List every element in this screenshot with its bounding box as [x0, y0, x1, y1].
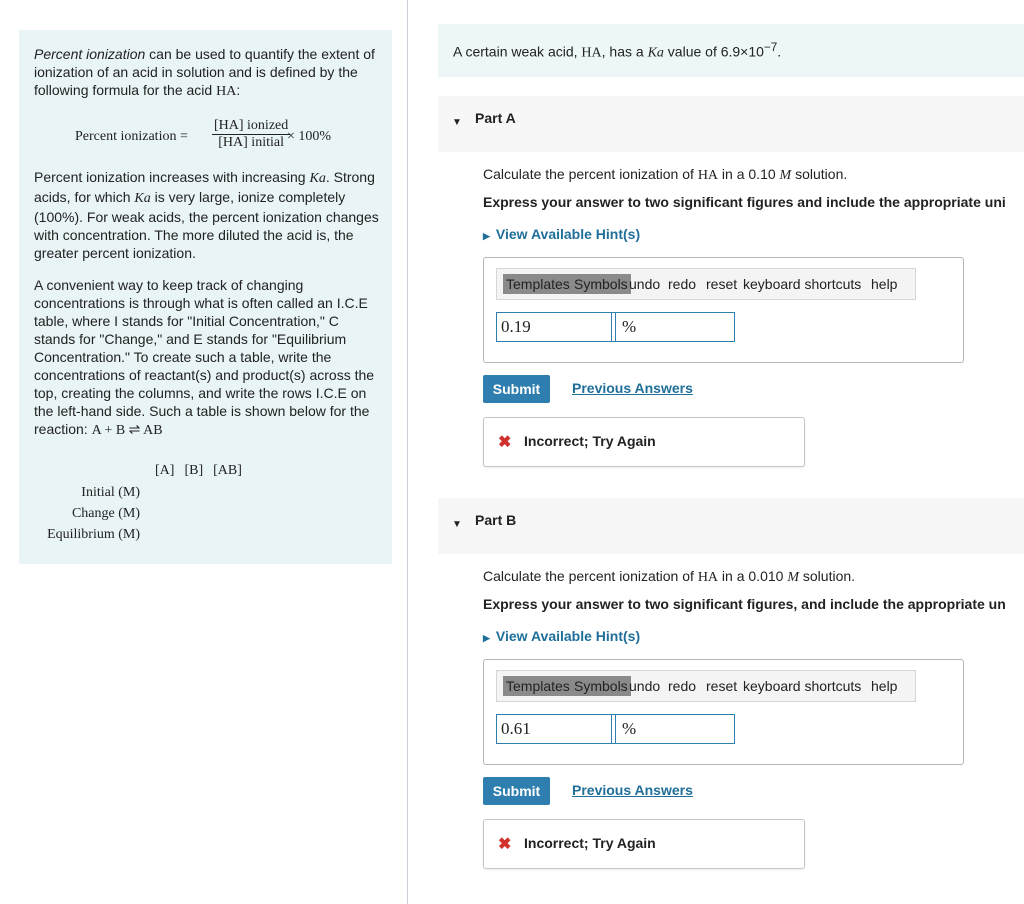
- part-a-unit-input[interactable]: %: [615, 312, 735, 342]
- p3-text: A convenient way to keep track of changing concentrations is through what is often called an I.C.E table, where I stands for "Initial Concentration," C stands for "Change," and E stands for "Equilibrium Concentration." To create such a table, write the concentrations of reactant(s) and product(s) across the top, creating the columns, and write the rows I.C.E on the left-hand side. Such a table is shown below for the reaction:: [34, 277, 375, 437]
- collapse-triangle-icon[interactable]: ▼: [452, 117, 462, 128]
- intro-a: A certain weak acid,: [453, 43, 582, 60]
- q-c: solution.: [799, 568, 856, 584]
- ka-symbol: Ka: [647, 45, 664, 61]
- undo-button[interactable]: undo: [629, 276, 661, 292]
- part-a-question: [483, 166, 847, 184]
- part-a-submit-button[interactable]: Submit: [483, 375, 550, 403]
- keyboard-shortcuts-button[interactable]: keyboard shortcuts: [743, 678, 862, 694]
- part-b-label: Part B: [475, 512, 517, 528]
- ka-symbol: Ka: [134, 191, 151, 206]
- q-a: Calculate the percent ionization of: [483, 568, 698, 584]
- templates-button[interactable]: Templates: [503, 676, 573, 696]
- math-toolbar: [496, 268, 916, 300]
- column-divider: [407, 0, 408, 904]
- part-b-header[interactable]: [438, 498, 1024, 554]
- ka-symbol: Ka: [309, 171, 326, 186]
- hint-label: View Available Hint(s): [495, 628, 641, 644]
- ice-header-ab: [AB]: [213, 463, 242, 478]
- part-b-instruction: Express your answer to two significant figures, and include the appropriate un: [483, 596, 1006, 612]
- math-toolbar: [496, 670, 916, 702]
- p2-c: is very large, ionize completely (100%). For weak acids, the percent ionization changes with concentration. The more diluted the acid is, the greater percent ionization.: [34, 189, 379, 261]
- formula-numerator: [HA] ionized: [214, 118, 289, 133]
- expand-triangle-icon: ▶: [483, 231, 490, 241]
- q-m: M: [779, 168, 792, 183]
- incorrect-x-icon: ✖: [498, 836, 512, 853]
- q-ha: HA: [697, 168, 719, 183]
- collapse-triangle-icon[interactable]: ▼: [452, 519, 462, 530]
- feedback-message: Incorrect; Try Again: [524, 433, 656, 449]
- intro-d: .: [777, 43, 782, 60]
- part-b-value-input[interactable]: 0.61: [496, 714, 612, 744]
- ice-row-initial: Initial (M): [81, 485, 140, 500]
- q-ha: HA: [697, 570, 719, 585]
- part-b-submit-button[interactable]: Submit: [483, 777, 550, 805]
- formula-denominator: [HA] initial: [218, 135, 284, 150]
- part-b-feedback: [483, 819, 805, 869]
- q-b: in a 0.010: [718, 568, 788, 584]
- p1-var: HA: [216, 84, 237, 99]
- q-c: solution.: [791, 166, 848, 182]
- formula-lhs: Percent ionization =: [75, 129, 188, 144]
- part-a-header[interactable]: [438, 96, 1024, 152]
- ice-header-a: [A]: [155, 463, 175, 478]
- ice-table-header: [155, 462, 252, 480]
- intro-c: value of 6.9×10: [663, 43, 764, 60]
- part-a-answer-box: [483, 257, 964, 363]
- part-a-instruction: Express your answer to two significant figures and include the appropriate uni: [483, 194, 1006, 210]
- ice-row-equilibrium: Equilibrium (M): [47, 527, 140, 542]
- ka-paragraph: [34, 168, 379, 262]
- undo-button[interactable]: undo: [629, 678, 661, 694]
- keyboard-shortcuts-button[interactable]: keyboard shortcuts: [743, 276, 862, 292]
- part-b-unit-input[interactable]: %: [615, 714, 735, 744]
- redo-button[interactable]: redo: [668, 276, 697, 292]
- help-button[interactable]: help: [871, 276, 898, 292]
- part-b-question: [483, 568, 855, 586]
- redo-button[interactable]: redo: [668, 678, 697, 694]
- feedback-message: Incorrect; Try Again: [524, 835, 656, 851]
- q-m: M: [787, 570, 799, 585]
- symbols-button[interactable]: Symbols: [571, 274, 631, 294]
- part-a-feedback: [483, 417, 805, 467]
- expand-triangle-icon: ▶: [483, 633, 490, 643]
- part-b-hint-link[interactable]: [483, 628, 640, 644]
- formula-fraction: [212, 118, 290, 151]
- reset-button[interactable]: reset: [706, 276, 738, 292]
- part-b-previous-answers-link[interactable]: Previous Answers: [572, 782, 693, 798]
- percent-ionization-formula: [75, 118, 375, 158]
- info-panel: [19, 30, 392, 564]
- intro-ha: HA: [581, 45, 602, 61]
- symbols-button[interactable]: Symbols: [571, 676, 631, 696]
- p2-b: . Strong acids, for which: [34, 169, 375, 205]
- intro-exponent: −7: [763, 41, 778, 54]
- ice-paragraph: [34, 276, 379, 440]
- q-b: in a 0.10: [718, 166, 780, 182]
- intro-paragraph: [34, 45, 377, 101]
- problem-statement: [438, 24, 1024, 77]
- reset-button[interactable]: reset: [706, 678, 738, 694]
- ice-row-change: Change (M): [71, 506, 140, 521]
- hint-label: View Available Hint(s): [495, 226, 641, 242]
- term-percent-ionization: Percent ionization: [34, 46, 146, 62]
- part-a-value-input[interactable]: 0.19: [496, 312, 612, 342]
- q-a: Calculate the percent ionization of: [483, 166, 698, 182]
- ice-header-b: [B]: [184, 463, 204, 478]
- reaction-equation: A + B ⇌ AB: [91, 423, 163, 438]
- part-a-label: Part A: [475, 110, 516, 126]
- p2-a: Percent ionization increases with increasing: [34, 169, 310, 185]
- p1-text: can be used to quantify the extent of ionization of an acid in solution and is defined by the following formula for the acid: [34, 46, 375, 98]
- p1-end: :: [236, 82, 241, 98]
- templates-button[interactable]: Templates: [503, 274, 573, 294]
- part-b-answer-box: [483, 659, 964, 765]
- intro-b: , has a: [601, 43, 648, 60]
- incorrect-x-icon: ✖: [498, 434, 512, 451]
- part-a-hint-link[interactable]: [483, 226, 640, 242]
- part-a-previous-answers-link[interactable]: Previous Answers: [572, 380, 693, 396]
- help-button[interactable]: help: [871, 678, 898, 694]
- formula-times: × 100%: [287, 129, 332, 144]
